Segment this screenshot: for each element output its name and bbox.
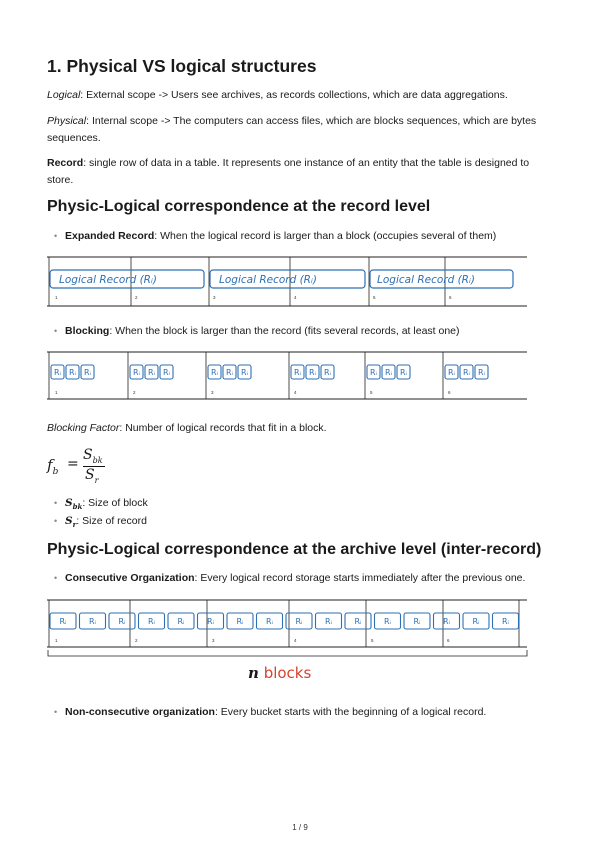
- expanded-text: : When the logical record is larger than a block (occupies several of them): [154, 230, 497, 242]
- blocking-factor-definition: [47, 420, 547, 437]
- formula-numerator: S: [83, 447, 93, 463]
- archive-level-heading: Physic-Logical correspondence at the archive level (inter-record): [47, 541, 542, 558]
- ri-label: Rᵢ: [211, 368, 218, 377]
- size-block-item: [55, 496, 148, 514]
- logical-record-label: Logical Record (Rᵢ): [59, 274, 157, 286]
- ri-label: Rᵢ: [177, 617, 185, 626]
- ri-label: Rᵢ: [448, 368, 455, 377]
- ri-label: Rᵢ: [472, 617, 480, 626]
- block-number: 6: [449, 295, 452, 300]
- nonconsecutive-text: : Every bucket starts with the beginning of a logical record.: [214, 706, 487, 718]
- ri-label: Rᵢ: [324, 368, 331, 377]
- ri-label: Rᵢ: [295, 617, 303, 626]
- expanded-term: Expanded Record: [65, 230, 155, 242]
- block-number: 1: [55, 390, 58, 395]
- block-number: 3: [211, 390, 214, 395]
- record-term: Record: [47, 157, 84, 169]
- size-block-sym: S: [65, 497, 73, 509]
- ri-label: Rᵢ: [89, 617, 96, 626]
- ri-label: Rᵢ: [163, 368, 170, 377]
- block-number: 2: [135, 638, 138, 643]
- block-number: 4: [294, 390, 297, 395]
- formula-lhs-sub: b: [52, 467, 59, 477]
- logical-record-label: Logical Record (Rᵢ): [377, 274, 475, 286]
- block-number: 6: [448, 390, 451, 395]
- size-record-item: [55, 514, 147, 532]
- ri-label: Rᵢ: [236, 617, 244, 626]
- physical-definition: [47, 113, 547, 147]
- consecutive-term: Consecutive Organization: [65, 572, 195, 584]
- ri-label: Rᵢ: [133, 368, 140, 377]
- formula-equals: =: [67, 456, 79, 472]
- ri-label: Rᵢ: [69, 368, 76, 377]
- consecutive-diagram: [47, 598, 529, 662]
- formula-denominator: S: [85, 467, 95, 483]
- size-block-text: : Size of block: [82, 497, 148, 509]
- formula-numerator-sub: bk: [92, 455, 103, 465]
- record-level-heading: Physic-Logical correspondence at the record level: [47, 198, 431, 215]
- ri-label: Rᵢ: [384, 617, 391, 626]
- size-record-sym: S: [65, 515, 73, 527]
- ri-label: Rᵢ: [478, 368, 485, 377]
- n-symbol: n: [248, 664, 259, 682]
- expanded-record-diagram: [47, 255, 529, 309]
- ri-label: Rᵢ: [148, 368, 155, 377]
- logical-definition: [47, 87, 547, 104]
- ri-label: Rᵢ: [294, 368, 301, 377]
- ri-label: Rᵢ: [370, 368, 377, 377]
- logical-text: : External scope -> Users see archives, as records collections, which are data aggregations.: [80, 89, 508, 101]
- ri-records-consecutive: [50, 613, 519, 629]
- block-number: 3: [212, 638, 215, 643]
- physical-text: : Internal scope -> The computers can access files, which are blocks sequences, which are bytes sequences.: [47, 115, 537, 144]
- ri-label: Rᵢ: [59, 617, 67, 626]
- size-record-text: : Size of record: [76, 515, 147, 527]
- blocking-factor-term: Blocking Factor: [47, 422, 120, 434]
- blocking-term: Blocking: [65, 325, 110, 337]
- logical-record-label: Logical Record (Rᵢ): [219, 274, 317, 286]
- ri-label: Rᵢ: [413, 617, 421, 626]
- ri-label: Rᵢ: [309, 368, 316, 377]
- ri-label: Rᵢ: [325, 617, 332, 626]
- ri-label: Rᵢ: [148, 617, 155, 626]
- block-number: 1: [55, 638, 58, 643]
- block-number: 4: [294, 638, 297, 643]
- ri-label: Rᵢ: [463, 368, 470, 377]
- block-number: 5: [373, 295, 376, 300]
- block-number: 3: [213, 295, 216, 300]
- expanded-record-item: [55, 229, 496, 243]
- ri-label: Rᵢ: [400, 368, 407, 377]
- consecutive-item: [55, 571, 525, 585]
- ri-label: Rᵢ: [502, 617, 509, 626]
- blocking-factor-text: : Number of logical records that fit in a block.: [119, 422, 327, 434]
- blocks-word: blocks: [263, 664, 312, 682]
- ri-label: Rᵢ: [118, 617, 126, 626]
- ri-label: Rᵢ: [385, 368, 392, 377]
- formula-lhs: f: [47, 456, 53, 474]
- blocking-text: : When the block is larger than the record (fits several records, at least one): [109, 325, 460, 337]
- block-number: 4: [294, 295, 297, 300]
- blocking-item: [55, 324, 460, 338]
- consecutive-text: : Every logical record storage starts immediately after the previous one.: [194, 572, 526, 584]
- ri-label: Rᵢ: [354, 617, 362, 626]
- ri-label: Rᵢ: [266, 617, 273, 626]
- ri-label: Rᵢ: [84, 368, 91, 377]
- block-number: 2: [133, 390, 136, 395]
- formula-denominator-sub: r: [94, 475, 99, 485]
- record-text: : single row of data in a table. It represents one instance of an entity that the table is designed to store.: [47, 157, 530, 186]
- ri-label: Rᵢ: [241, 368, 248, 377]
- blocking-factor-formula: [47, 447, 167, 487]
- nonconsecutive-item: [55, 705, 486, 719]
- size-block-sub: bk: [72, 502, 83, 512]
- block-number: 5: [370, 390, 373, 395]
- ri-label: Rᵢ: [207, 617, 214, 626]
- block-number: 6: [447, 638, 450, 643]
- section-title: 1. Physical VS logical structures: [47, 56, 317, 76]
- block-number: 1: [55, 295, 58, 300]
- physical-term: Physical: [47, 115, 87, 127]
- ri-label: Rᵢ: [54, 368, 61, 377]
- span-brace: [48, 650, 527, 656]
- block-number: 5: [371, 638, 374, 643]
- ri-label: Rᵢ: [226, 368, 233, 377]
- blocking-diagram: [47, 350, 529, 402]
- n-blocks-label: [248, 664, 311, 682]
- size-record-sub: r: [72, 520, 77, 530]
- nonconsecutive-term: Non-consecutive organization: [65, 706, 215, 718]
- ri-records: [51, 365, 488, 379]
- ri-label: Rᵢ: [443, 617, 450, 626]
- record-definition: [47, 155, 547, 189]
- page-number: 1 / 9: [292, 823, 308, 832]
- logical-term: Logical: [47, 89, 81, 101]
- block-number: 2: [135, 295, 138, 300]
